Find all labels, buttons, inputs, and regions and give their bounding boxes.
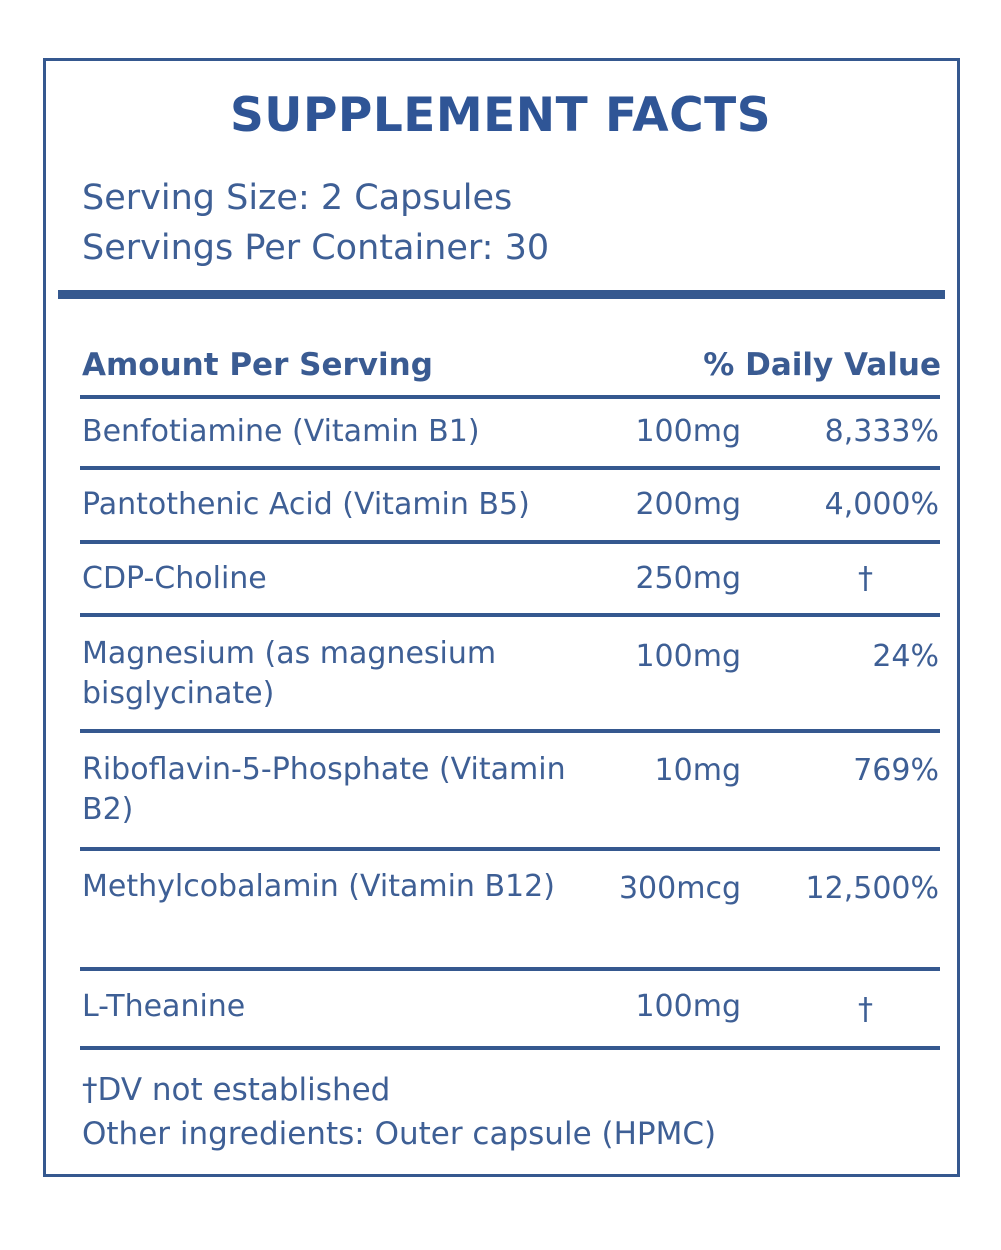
nutrient-daily-value: 8,333%	[824, 414, 939, 449]
nutrient-name: Magnesium (as magnesium bisglycinate)	[82, 636, 497, 711]
panel-title: SUPPLEMENT FACTS	[229, 88, 772, 143]
nutrient-amount: 100mg	[635, 989, 741, 1024]
other-ingredients: Other ingredients: Outer capsule (HPMC)	[82, 1116, 717, 1152]
nutrient-name: Methylcobalamin (Vitamin B12)	[82, 869, 555, 904]
row-divider	[80, 1046, 940, 1050]
nutrient-daily-value: †	[858, 561, 873, 596]
nutrient-amount: 300mcg	[618, 871, 741, 906]
row-divider	[80, 466, 940, 470]
nutrient-amount: 100mg	[635, 639, 741, 674]
nutrient-daily-value: 769%	[853, 753, 939, 788]
row-divider	[80, 847, 940, 851]
nutrient-name: Benfotiamine (Vitamin B1)	[82, 414, 480, 449]
nutrient-amount: 100mg	[635, 414, 741, 449]
row-divider	[80, 967, 940, 971]
row-divider	[80, 613, 940, 617]
serving-size: Serving Size: 2 Capsules	[82, 178, 513, 218]
daily-value-header: % Daily Value	[703, 347, 941, 383]
nutrient-amount: 200mg	[635, 487, 741, 522]
nutrient-daily-value: 24%	[872, 639, 939, 674]
nutrient-name: L-Theanine	[82, 989, 246, 1024]
nutrient-name: Riboflavin-5-Phosphate (Vitamin B2)	[82, 752, 566, 827]
nutrient-daily-value: 12,500%	[805, 871, 939, 906]
nutrient-daily-value: 4,000%	[824, 487, 939, 522]
nutrient-amount: 250mg	[635, 561, 741, 596]
row-divider	[80, 729, 940, 733]
nutrient-name: Pantothenic Acid (Vitamin B5)	[82, 487, 530, 522]
row-divider	[80, 540, 940, 544]
amount-header: Amount Per Serving	[82, 347, 433, 383]
nutrient-amount: 10mg	[654, 753, 741, 788]
row-divider	[80, 395, 940, 399]
nutrient-name: CDP-Choline	[82, 561, 267, 596]
thick-divider	[58, 290, 945, 299]
servings-per-container: Servings Per Container: 30	[82, 228, 550, 268]
nutrient-daily-value: †	[858, 992, 873, 1027]
dv-footnote: †DV not established	[82, 1072, 391, 1108]
